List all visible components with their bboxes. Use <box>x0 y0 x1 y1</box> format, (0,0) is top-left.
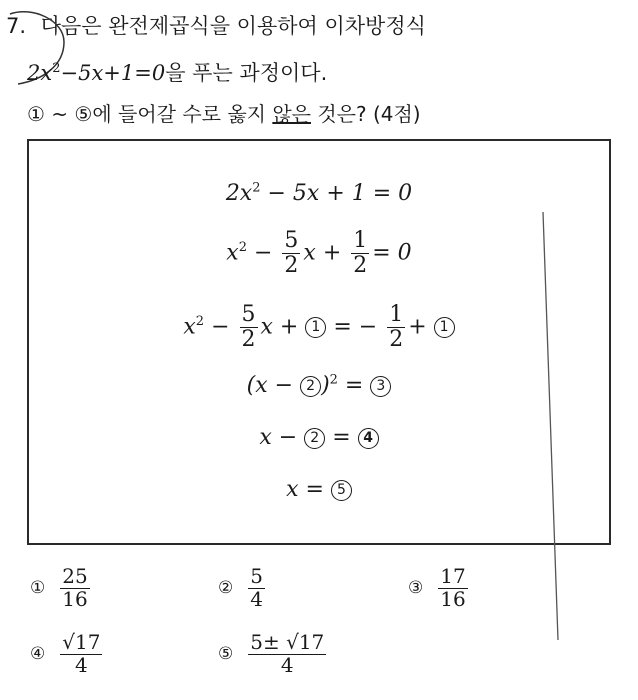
option-3-numerator: 17 <box>440 564 466 588</box>
option-4-numerator: √17 <box>62 630 101 654</box>
box-equation-1: $2x^2 - 5x + 1 = 0$ <box>225 180 413 206</box>
option-2-numerator: 5 <box>250 564 263 588</box>
question-line-1: 다음은 완전제곱식을 이용하여 이차방정식 <box>40 14 426 38</box>
box-equation-3: $x^2$ − $\frac{5}{2}$ x + 1 = − $\frac{1}{2}$ + 1 <box>29 303 609 352</box>
blank-1: 1 <box>434 317 455 338</box>
question-line-3-text-a: 에 들어갈 수로 옳지 <box>92 102 273 126</box>
blank-2: 2 <box>304 428 325 449</box>
option-5-marker: ⑤ <box>218 644 234 665</box>
option-2-denominator: 4 <box>250 586 263 611</box>
blank-5: 5 <box>331 480 352 501</box>
question-line-2 <box>27 57 327 87</box>
blank-4: 4 <box>358 428 379 449</box>
question-line-3 <box>27 98 421 127</box>
question-number: 7. <box>6 14 27 38</box>
option-1-denominator: 16 <box>62 586 88 611</box>
option-5-denominator: 4 <box>280 652 294 677</box>
blank-2: 2 <box>300 376 321 397</box>
question-line-2-text: 을 푸는 과정이다. <box>165 61 328 85</box>
option-3-denominator: 16 <box>440 586 466 611</box>
box-equation-6: x = 5 <box>29 477 609 502</box>
option-5[interactable] <box>218 632 329 676</box>
box-equation-4: (x − 2 )$^2$ = 3 <box>29 373 609 398</box>
option-1-marker: ① <box>30 578 46 599</box>
blank-1: 1 <box>305 317 326 338</box>
question-line-3-text-b: 것은? (4점) <box>310 102 421 126</box>
option-4[interactable] <box>30 632 105 676</box>
blank-range: ① ~ ⑤ <box>27 102 93 126</box>
target-equation: $2x^2-5x+1=0$ <box>27 61 166 85</box>
box-equation-5: x − 2 = 4 <box>29 425 609 450</box>
blank-3: 3 <box>370 376 391 397</box>
option-1[interactable] <box>30 566 93 610</box>
option-4-marker: ④ <box>30 644 46 665</box>
box-equation-2: $x^2$ − $\frac{5}{2}$ x + $\frac{1}{2}$ = 0 <box>226 228 412 278</box>
option-3[interactable] <box>408 566 471 610</box>
option-4-denominator: 4 <box>74 652 88 677</box>
option-2[interactable] <box>218 566 268 610</box>
option-1-numerator: 25 <box>62 564 88 588</box>
option-5-numerator: 5± √17 <box>250 630 325 654</box>
option-2-marker: ② <box>218 578 234 599</box>
solution-box <box>27 139 611 545</box>
underlined-keyword: 않은 <box>272 102 311 126</box>
option-3-marker: ③ <box>408 578 424 599</box>
